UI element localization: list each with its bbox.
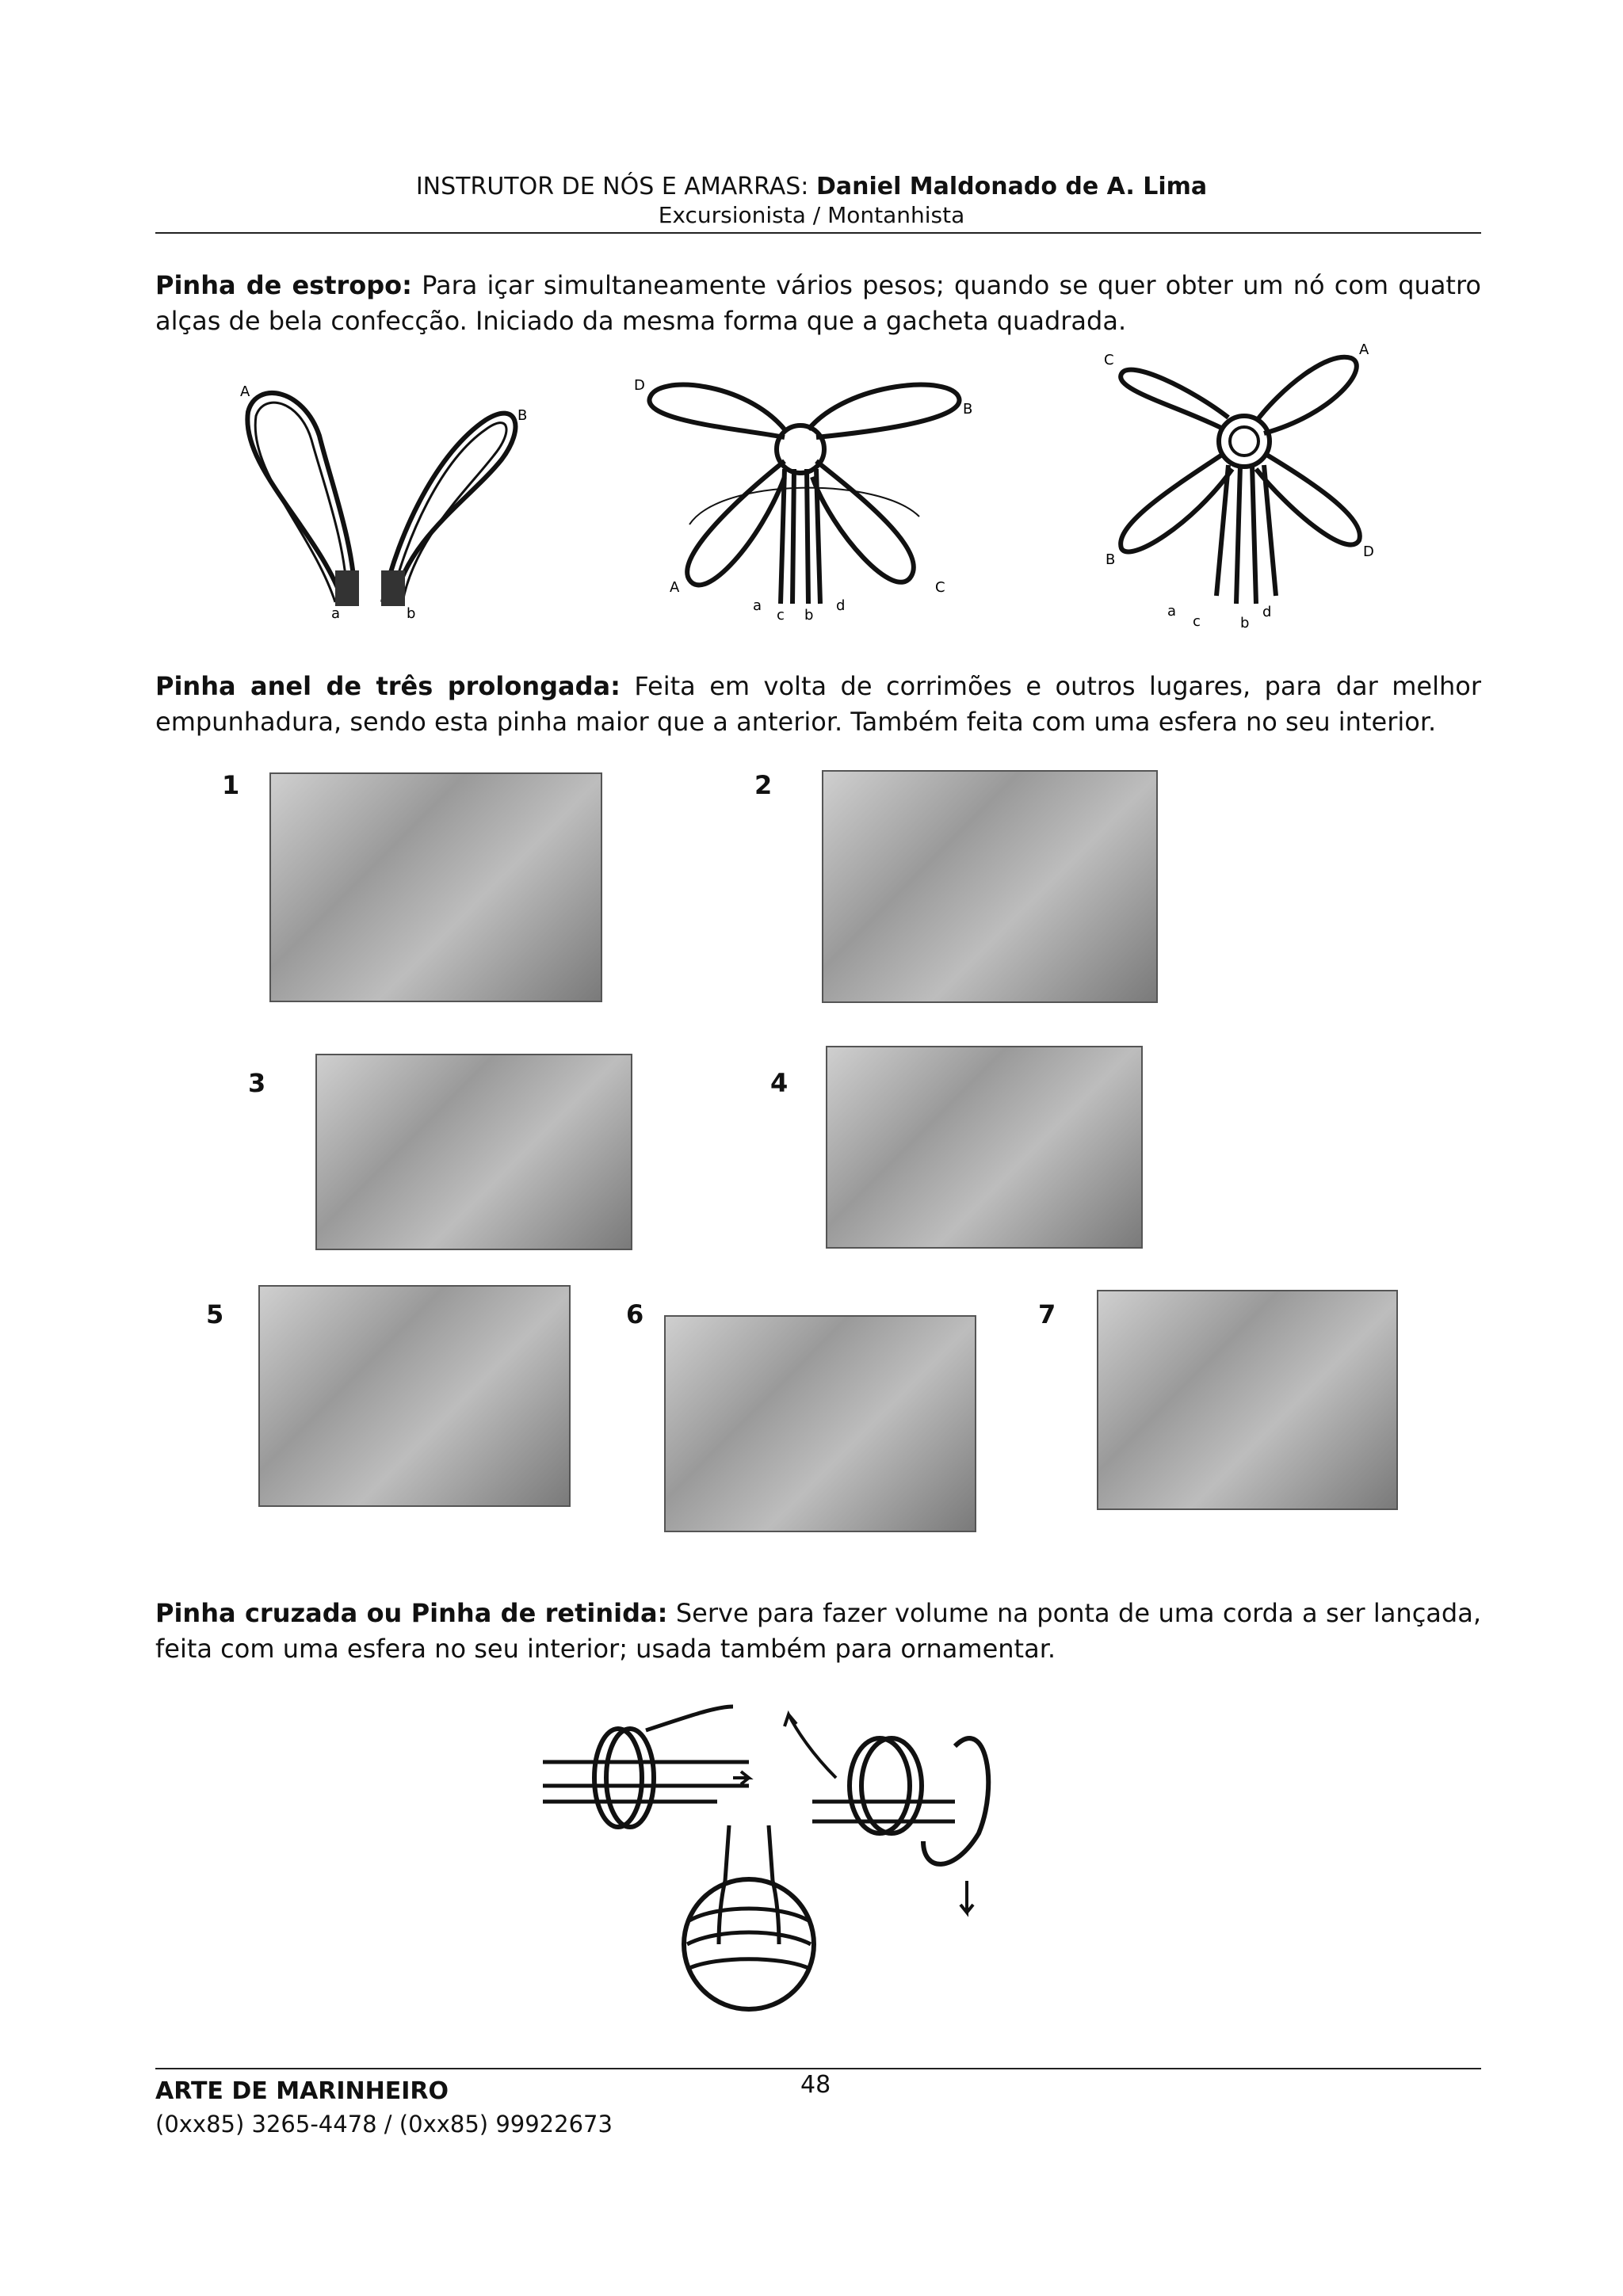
step-photo-7	[1097, 1290, 1398, 1510]
section-text: Feita em volta de corrimões e outros lugares, para dar melhor empunhadura, sendo esta pinha maior que a anterior. Também feita com uma esfera no seu interior.	[155, 671, 1482, 737]
label: B	[963, 401, 973, 418]
section-pinha-cruzada	[155, 1596, 1481, 1667]
step-number: 1	[222, 770, 240, 800]
step-number: 6	[626, 1299, 644, 1329]
section-pinha-de-estropo	[155, 268, 1481, 339]
label: A	[1359, 342, 1369, 358]
footer-phone: (0xx85) 3265-4478 / (0xx85) 99922673	[155, 2111, 613, 2138]
header-subtitle: Excursionista / Montanhista	[658, 202, 965, 228]
label: A	[240, 383, 250, 400]
footer-rule	[155, 2068, 1481, 2069]
step-photo-1	[269, 772, 602, 1002]
header-author: Daniel Maldonado de A. Lima	[815, 173, 1208, 200]
label: b	[407, 605, 416, 622]
step-photo-5	[258, 1285, 571, 1507]
step-photo-6	[664, 1315, 976, 1532]
label: C	[935, 579, 945, 596]
section-text: Para içar simultaneamente vários pesos; quando se quer obter um nó com quatro alças de bela confecção. Iniciado da mesma forma que a gacheta quadrada.	[155, 270, 1482, 336]
label: b	[804, 607, 814, 624]
page-header	[0, 173, 1623, 200]
label: c	[777, 607, 785, 624]
section-title: Pinha anel de três prolongada:	[155, 671, 621, 701]
step-number: 2	[754, 770, 773, 800]
diagram-step-2	[626, 366, 987, 627]
diagram-step-3	[1098, 342, 1383, 635]
label: C	[1104, 352, 1114, 368]
section-title: Pinha cruzada ou Pinha de retinida:	[155, 1598, 668, 1628]
label: A	[670, 579, 680, 596]
step-number: 7	[1038, 1299, 1056, 1329]
label: a	[753, 597, 762, 614]
section-pinha-anel-de-tres	[155, 669, 1481, 740]
page-number: 48	[800, 2071, 831, 2099]
label: b	[1240, 615, 1250, 631]
diagram-pinha-cruzada	[511, 1683, 999, 2022]
label: a	[1167, 603, 1177, 620]
label: a	[331, 605, 341, 622]
header-prefix: INSTRUTOR DE NÓS E AMARRAS:	[415, 173, 809, 200]
step-number: 3	[248, 1068, 266, 1098]
section-title: Pinha de estropo:	[155, 270, 412, 300]
step-number: 5	[206, 1299, 224, 1329]
header-rule	[155, 232, 1481, 234]
label: d	[836, 597, 846, 614]
section-text: Serve para fazer volume na ponta de uma corda a ser lançada, feita com uma esfera no seu interior; usada também para ornamentar.	[155, 1598, 1482, 1664]
diagram-step-1	[224, 372, 533, 626]
label: D	[634, 377, 645, 394]
step-photo-4	[826, 1046, 1143, 1249]
label: c	[1193, 613, 1201, 630]
label: d	[1262, 604, 1272, 620]
label: B	[1106, 551, 1116, 568]
step-photo-2	[822, 770, 1158, 1003]
label: D	[1363, 543, 1374, 560]
label: B	[517, 407, 528, 424]
step-number: 4	[770, 1068, 789, 1098]
footer-title: ARTE DE MARINHEIRO	[155, 2077, 449, 2105]
step-photo-3	[315, 1054, 632, 1250]
